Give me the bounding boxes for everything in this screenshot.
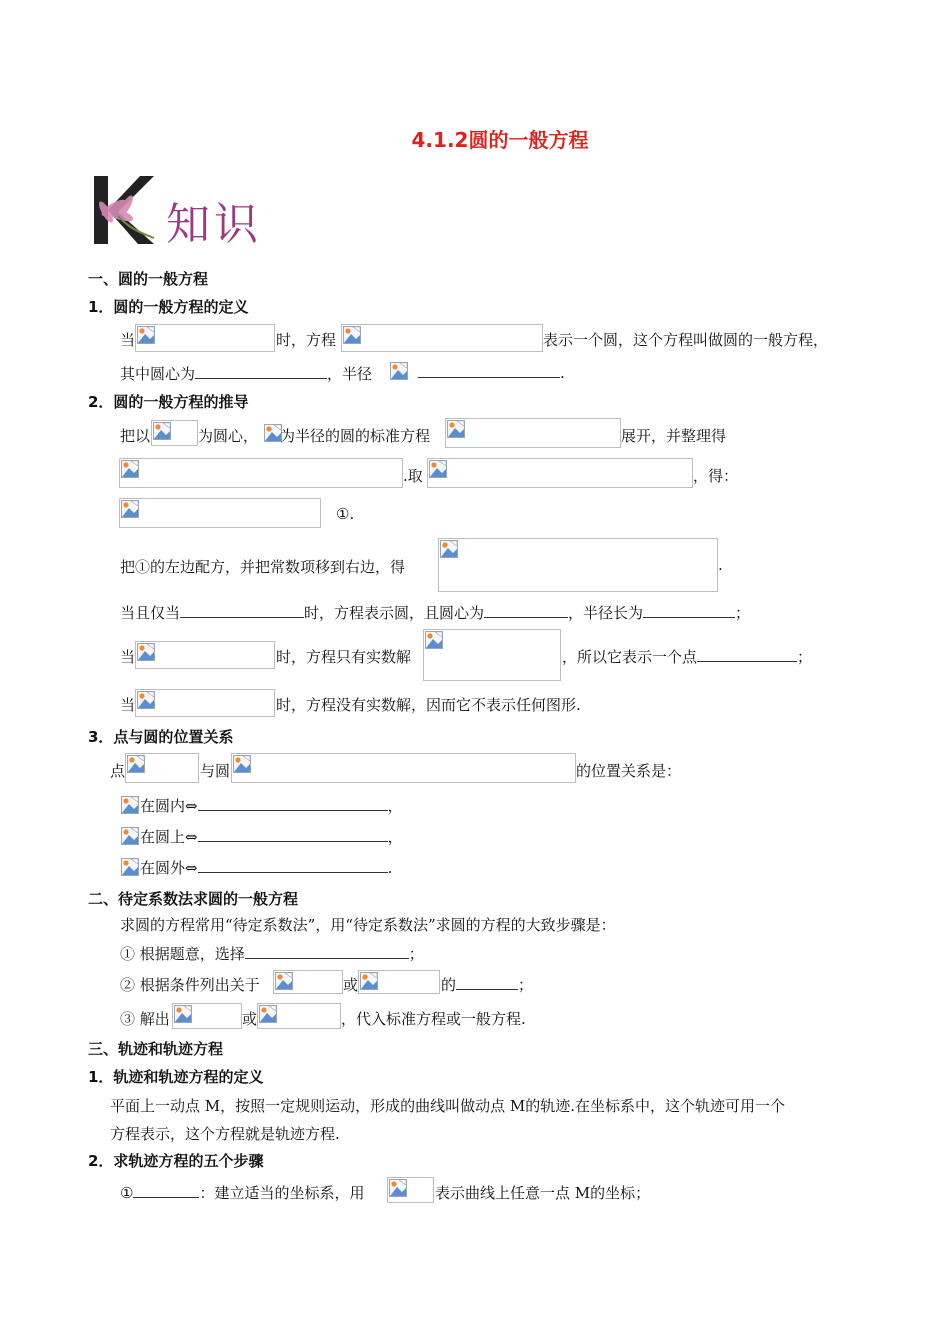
broken-image-icon <box>137 643 155 661</box>
broken-image-icon <box>425 631 443 649</box>
text: 或 <box>343 976 359 994</box>
text: ，所以它表示一个点 ； <box>562 648 813 666</box>
broken-image-icon <box>440 540 458 558</box>
subsection-1-1-heading: 1．圆的一般方程的定义 <box>88 298 249 316</box>
broken-image-icon <box>153 422 171 440</box>
broken-image-icon <box>121 858 139 876</box>
broken-image-icon <box>127 755 145 773</box>
formula-image <box>151 420 198 446</box>
text: 其中圆心为 ，半径 <box>120 365 373 383</box>
formula-image <box>387 1177 434 1203</box>
formula-image <box>231 753 576 783</box>
text: 当 <box>120 648 136 666</box>
broken-image-icon <box>121 460 139 478</box>
subsection-1-2-heading: 2．圆的一般方程的推导 <box>88 393 249 411</box>
broken-image-icon <box>343 326 361 344</box>
text: .取 <box>403 467 423 485</box>
text: 为半径的圆的标准方程 <box>280 427 431 445</box>
formula-image <box>125 753 199 783</box>
section-1-heading: 一、圆的一般方程 <box>88 270 209 288</box>
formula-image <box>445 418 621 448</box>
text: ① ：建立适当的坐标系，用 <box>120 1184 365 1202</box>
broken-image-icon <box>233 755 251 773</box>
formula-image <box>135 324 275 352</box>
text: ①. <box>336 505 355 523</box>
text: 当 <box>120 696 136 714</box>
formula-image <box>119 458 403 488</box>
page-title: 4.1.2圆的一般方程 <box>411 128 589 152</box>
text: 在圆外⇔ . <box>140 859 393 877</box>
subsection-3-2-heading: 2．求轨迹方程的五个步骤 <box>88 1152 264 1170</box>
section-2-heading: 二、待定系数法求圆的一般方程 <box>88 890 299 908</box>
text: 方程表示，这个方程就是轨迹方程. <box>110 1125 340 1143</box>
broken-image-icon <box>389 1179 407 1197</box>
broken-image-icon <box>174 1005 192 1023</box>
broken-image-icon <box>360 972 378 990</box>
knowledge-logo-text: 知识 <box>166 199 262 250</box>
subsection-3-1-heading: 1．轨迹和轨迹方程的定义 <box>88 1068 264 1086</box>
text: 时，方程 <box>276 331 337 349</box>
section-3-heading: 三、轨迹和轨迹方程 <box>88 1040 224 1058</box>
formula-image <box>119 825 141 847</box>
formula-image <box>427 458 693 488</box>
text: 把①的左边配方，并把常数项移到右边，得 <box>120 558 406 576</box>
broken-image-icon <box>447 420 465 438</box>
text: 与圆 <box>200 762 231 780</box>
broken-image-icon <box>137 691 155 709</box>
text: 在圆内⇔ ， <box>140 797 403 815</box>
formula-image <box>135 641 275 669</box>
broken-image-icon <box>121 500 139 518</box>
formula-image <box>119 856 141 878</box>
text: 把以 <box>120 427 151 445</box>
formula-image <box>119 794 141 816</box>
text: . <box>718 556 723 574</box>
text: 时，方程只有实数解 <box>276 648 412 666</box>
text: . <box>418 363 565 382</box>
broken-image-icon <box>121 796 139 814</box>
broken-image-icon <box>121 827 139 845</box>
text: 时，方程没有实数解，因而它不表示任何图形. <box>276 696 581 714</box>
formula-image <box>172 1003 242 1029</box>
formula-image <box>119 498 321 528</box>
text: 在圆上⇔ ， <box>140 828 403 846</box>
text: 当且仅当 时，方程表示圆，且圆心为 ，半径长为 ； <box>120 604 751 622</box>
broken-image-icon <box>275 972 293 990</box>
text: ，代入标准方程或一般方程. <box>341 1010 526 1028</box>
flower-k-logo-icon <box>88 172 158 248</box>
text: 当 <box>120 331 136 349</box>
text: 表示一个圆，这个方程叫做圆的一般方程， <box>543 331 829 349</box>
broken-image-icon <box>259 1005 277 1023</box>
formula-image <box>135 689 275 717</box>
text: ③ 解出 <box>120 1010 170 1028</box>
broken-image-icon <box>137 326 155 344</box>
formula-image <box>257 1003 341 1029</box>
subsection-1-3-heading: 3．点与圆的位置关系 <box>88 728 234 746</box>
text: ，得： <box>693 467 739 485</box>
text: 求圆的方程常用“待定系数法”，用“待定系数法”求圆的方程的大致步骤是： <box>120 916 616 934</box>
formula-image <box>358 970 440 994</box>
formula-image <box>388 360 418 382</box>
formula-image <box>423 629 561 681</box>
formula-image <box>438 538 718 592</box>
text: 或 <box>242 1010 258 1028</box>
text: ① 根据题意，选择 ； <box>120 945 424 963</box>
text: 为圆心， <box>198 427 259 445</box>
text: 平面上一动点 M，按照一定规则运动，形成的曲线叫做动点 M的轨迹.在坐标系中，这个轨迹可用一个 <box>110 1097 786 1115</box>
broken-image-icon <box>429 460 447 478</box>
broken-image-icon <box>390 362 408 380</box>
text: 表示曲线上任意一点 M的坐标； <box>435 1184 651 1202</box>
text: 点 <box>110 762 126 780</box>
text: ② 根据条件列出关于 <box>120 976 260 994</box>
text: 的 ； <box>441 976 534 994</box>
text: 展开，并整理得 <box>621 427 727 445</box>
text: 的位置关系是： <box>576 762 682 780</box>
formula-image <box>273 970 343 994</box>
formula-image <box>341 324 543 352</box>
